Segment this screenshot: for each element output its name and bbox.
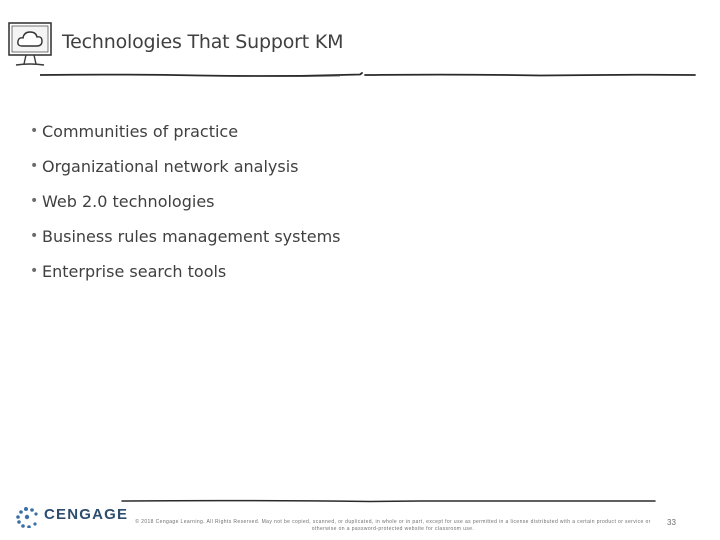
bullet-list bbox=[30, 120, 341, 295]
bullet-item bbox=[30, 260, 341, 295]
footer-copyright: © 2018 Cengage Learning. All Rights Reserved. May not be copied, scanned, or duplicated, in whole or in part, except for use as permitted in a license distributed with a certain product or service or otherwise on a password-protected website for classroom use. bbox=[135, 519, 651, 532]
footer-brand: CENGAGE bbox=[44, 506, 129, 523]
bullet-text: Enterprise search tools bbox=[42, 262, 227, 281]
bullet-text: Organizational network analysis bbox=[42, 157, 299, 176]
bullet-text: Web 2.0 technologies bbox=[42, 192, 215, 211]
bullet-item bbox=[30, 225, 341, 260]
bullet-dot-icon: • bbox=[30, 263, 39, 279]
bullet-dot-icon: • bbox=[30, 123, 39, 139]
cengage-logo-icon bbox=[14, 506, 44, 528]
slide-title: Technologies That Support KM bbox=[62, 31, 344, 53]
bullet-dot-icon: • bbox=[30, 193, 39, 209]
bullet-text: Communities of practice bbox=[42, 122, 239, 141]
title-divider bbox=[40, 68, 700, 82]
cloud-monitor-icon bbox=[6, 20, 56, 72]
bullet-item bbox=[30, 190, 341, 225]
bullet-dot-icon: • bbox=[30, 158, 39, 174]
bullet-dot-icon: • bbox=[30, 228, 39, 244]
footer-divider bbox=[120, 496, 660, 506]
bullet-item bbox=[30, 120, 341, 155]
page-number: 33 bbox=[667, 518, 676, 527]
bullet-text: Business rules management systems bbox=[42, 227, 341, 246]
bullet-item bbox=[30, 155, 341, 190]
